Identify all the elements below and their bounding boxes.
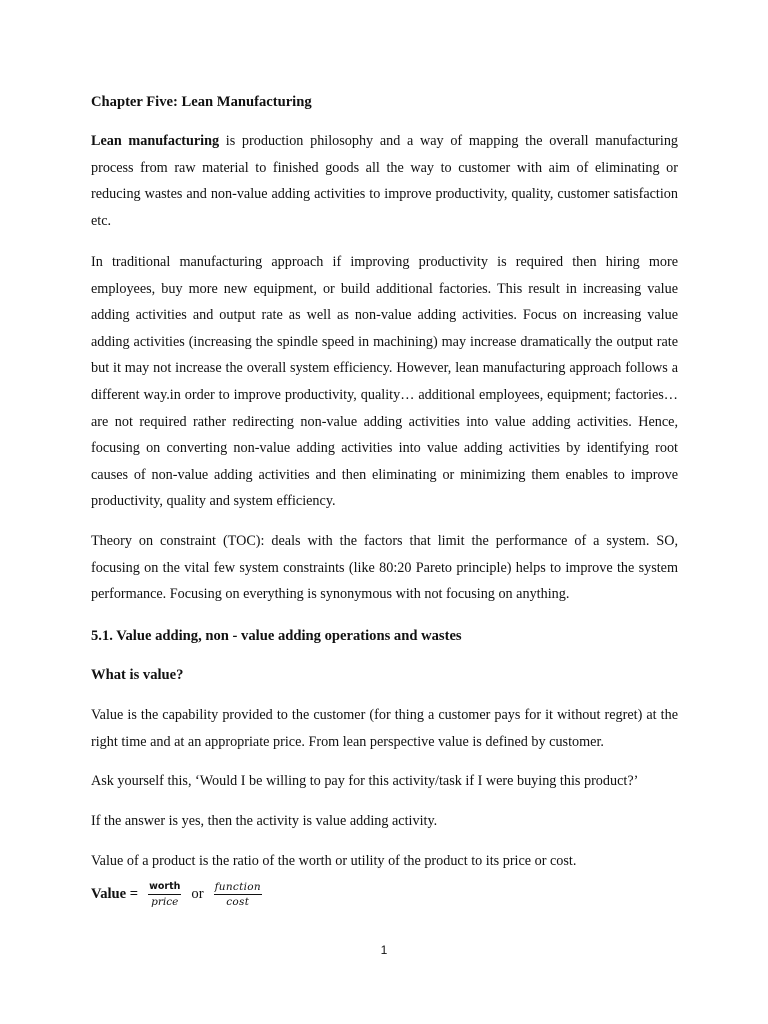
intro-term: Lean manufacturing — [91, 133, 220, 149]
fraction-denominator: price — [151, 895, 179, 908]
value-definition-paragraph: Value is the capability provided to the customer (for thing a customer pays for it without regret) at the right time and at an appropriate price. From lean perspective value is defined by customer. — [91, 707, 678, 750]
answer-paragraph: If the answer is yes, then the activity is value adding activity. — [91, 813, 438, 829]
page-number: 1 — [380, 943, 388, 957]
intro-paragraph — [91, 128, 678, 234]
intro-text: is production philosophy and a way of mapping the overall manufacturing process from raw material to finished goods all the way to customer with aim of eliminating or reducing wastes and non-value adding activities to improve productivity, quality, customer satisfaction etc. — [91, 133, 679, 229]
ask-paragraph: Ask yourself this, ‘Would I be willing to pay for this activity/task if I were buying this product?’ — [91, 773, 639, 789]
toc-paragraph: Theory on constraint (TOC): deals with the factors that limit the performance of a system. SO, focusing on the vital few system constraints (like 80:20 Pareto principle) helps to improve the system performance. Focusing on everything is synonymous with not focusing on anything. — [91, 533, 678, 603]
fraction-worth-price — [148, 881, 181, 908]
fraction-numerator: function — [214, 880, 261, 893]
traditional-paragraph: In traditional manufacturing approach if improving productivity is required then hiring more employees, buy more new equipment, or build additional factories. This result in increasing value adding activities and output rate as well as non-value adding activities. Focus on increasing value adding activities (increasing the spindle speed in machining) may increase dramatically the output rate but it may not increase the overall system efficiency. However, lean manufacturing approach follows a different way.in order to improve productivity, quality… additional employees, equipment; factories… are not required rather redirecting non-value adding activities into value adding activities. Hence, focusing on converting non-value adding activities into value adding activities by identifying root causes of non-value adding activities and then eliminating or minimizing them enables to improve productivity, quality and system efficiency. — [91, 254, 678, 510]
formula-or: or — [191, 885, 204, 902]
fraction-function-cost — [214, 881, 262, 908]
chapter-title: Chapter Five: Lean Manufacturing — [91, 94, 312, 110]
formula-label: Value = — [91, 885, 139, 902]
ratio-paragraph: Value of a product is the ratio of the worth or utility of the product to its price or cost. — [91, 853, 577, 869]
fraction-numerator: worth — [148, 881, 181, 895]
subheading: What is value? — [91, 667, 184, 683]
value-formula — [91, 874, 266, 914]
section-heading: 5.1. Value adding, non - value adding operations and wastes — [91, 628, 462, 644]
fraction-denominator: cost — [226, 895, 250, 908]
